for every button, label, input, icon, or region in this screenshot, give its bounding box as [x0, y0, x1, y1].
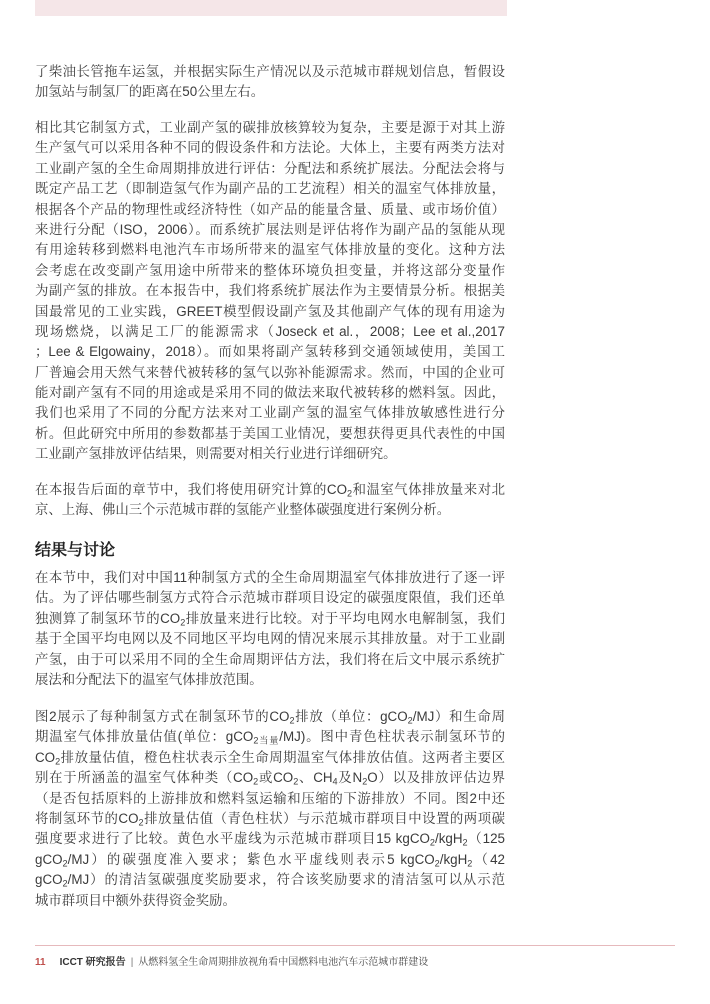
text-segment: /MJ）的清洁氢碳强度奖励要求，符合该奖励要求的清洁氢可以从示范	[67, 872, 505, 888]
paragraph-line: 相比其它制氢方式，工业副产氢的碳排放核算较为复杂，主要是源于对其上游	[35, 120, 505, 135]
text-segment: （42	[472, 851, 505, 867]
paragraph-byproduct-methods	[35, 118, 505, 465]
paragraph-line	[35, 809, 505, 829]
paragraph-line: ；Lee & Elgowainy，2018）。而如果将副产氢转移到交通领域使用，美国工	[35, 344, 505, 360]
text-segment: 强度要求进行了比较。黄色水平虚线为示范城市群项目15 kgCO	[35, 831, 430, 847]
paragraph-line: 加氢站与制氢厂的距离在50公里左右。	[35, 84, 265, 100]
paragraph-line: 工业副产氢的全生命周期排放进行评估：分配法和系统扩展法。分配法会将与	[35, 160, 505, 176]
paragraph-line: 既定产品工艺（即制造氢气作为副产品的工艺流程）相关的温室气体排放量，	[35, 181, 505, 197]
paragraph-line: 根据各个产品的物理性或经济特性（如产品的能量含量、质量、或市场价值）	[35, 201, 505, 217]
subscript: 2	[55, 756, 61, 767]
paragraph-line	[35, 829, 505, 849]
text-segment: 排放量估值，橙色柱状表示全生命周期温室气体排放估值。这两者主要区	[60, 749, 505, 765]
text-segment: 排放（单位：gCO	[294, 709, 408, 724]
paragraph-line	[35, 609, 505, 629]
paragraph-line: 为副产氢的排放。在本报告中，我们将系统扩展法作为主要情景分析。根据美	[35, 283, 505, 299]
paragraph-transport-assumption	[35, 62, 505, 103]
subscript: 4	[332, 776, 338, 787]
paragraph-line: 来进行分配（ISO，2006）。而系统扩展法则是评估将作为副产品的氢能从现	[35, 221, 505, 237]
subscript: 2	[362, 776, 368, 787]
text-segment: 及N	[337, 770, 363, 786]
paragraph-line	[35, 707, 505, 727]
text-segment: 排放量来进行比较。对于平均电网水电解制氢，我们	[185, 610, 505, 626]
top-shaded-box	[35, 0, 507, 16]
text-segment: /MJ）的碳强度准入要求；紫色水平虚线则表示5 kgCO	[67, 851, 435, 867]
paragraph-line: 京、上海、佛山三个示范城市群的氢能产业整体碳强度进行案例分析。	[35, 502, 451, 518]
paragraph-line	[35, 480, 505, 500]
paragraph-line: 产氢，由于可以采用不同的全生命周期评估方法，我们将在后文中展示系统扩	[35, 651, 505, 667]
paragraph-line	[35, 748, 505, 768]
paragraph-line: 我们也采用了不同的分配方法来对工业副产氢的温室气体排放敏感性进行分	[35, 405, 505, 421]
paragraph-line: 估。为了评估哪些制氢方式符合示范城市群项目设定的碳强度限值，我们还单	[35, 590, 505, 606]
paragraph-line	[35, 768, 505, 788]
subscript: 2	[180, 617, 186, 628]
text-segment: 、CH	[298, 770, 333, 786]
text-segment: O）以及排放评估边界	[367, 770, 506, 786]
page-footer	[35, 956, 428, 970]
paragraph-line: 能对副产氢有不同的用途或是采用不同的做法来取代被转移的燃料氢。因此，	[35, 385, 505, 401]
paragraph-line: 基于全国平均电网以及不同地区平均电网的情况来展示其排放量。对于工业副	[35, 631, 505, 647]
paragraph-case-analysis	[35, 480, 505, 521]
subscript: 2	[347, 488, 353, 499]
paragraph-line: 现场燃烧，以满足工厂的能源需求（Joseck et al.，2008；Lee et al.,2017	[35, 323, 505, 339]
text-segment: 将制氢环节的CO	[35, 810, 139, 826]
text-segment: /MJ）和生命周	[412, 709, 505, 724]
footer-separator: |	[130, 957, 134, 968]
paragraph-line	[35, 727, 505, 747]
subscript: 2当量	[253, 735, 280, 746]
subscript: 2	[429, 837, 435, 848]
text-segment: 在本报告后面的章节中，我们将使用研究计算的CO	[35, 482, 348, 497]
subscript: 2	[62, 878, 68, 889]
subscript: 2	[62, 858, 68, 869]
subscript: 2	[462, 837, 468, 848]
paragraph-line	[35, 850, 505, 870]
paragraph-line: 有用途转移到燃料电池汽车市场所带来的温室气体排放量的变化。这种方法	[35, 242, 505, 258]
text-segment: /MJ)。图中青色柱状表示制氢环节的	[279, 729, 505, 745]
paragraph-line: 厂普遍会用天然气来替代被转移的氢气以弥补能源需求。然而，中国的企业可	[35, 364, 505, 380]
paragraph-line: 城市群项目中额外获得资金奖励。	[35, 892, 236, 908]
paragraph-line: 工业副产氢排放评估结果，则需要对相关行业进行详细研究。	[35, 446, 397, 462]
subscript: 2	[407, 715, 413, 726]
subscript: 2	[253, 776, 259, 787]
text-segment: gCO	[35, 872, 63, 888]
text-segment: /kgH	[434, 831, 463, 847]
paragraph-line: 析。但此研究中所用的参数都基于美国工业情况，要想获得更具代表性的中国	[35, 425, 505, 441]
text-segment: gCO	[35, 851, 63, 867]
text-segment: /kgH	[439, 851, 468, 867]
subscript: 2	[289, 715, 295, 726]
text-segment: （125	[467, 831, 505, 847]
subscript: 2	[467, 858, 473, 869]
subscript: 2	[434, 858, 440, 869]
paragraph-line: 在本节中，我们对中国11种制氢方式的全生命周期温室气体排放进行了逐一评	[35, 570, 505, 585]
text-segment: 图2展示了每种制氢方式在制氢环节的CO	[35, 709, 290, 724]
text-segment: 和温室气体排放量来对北	[352, 482, 506, 497]
paragraph-line: 会考虑在改变副产氢用途中所带来的整体环境负担变量，并将这部分变量作	[35, 262, 505, 278]
paragraph-figure2-description	[35, 707, 505, 911]
text-segment: 独测算了制氢环节的CO	[35, 610, 181, 626]
paragraph-line	[35, 870, 505, 890]
text-segment: 排放量估值（青色柱状）与示范城市群项目中设置的两项碳	[143, 810, 505, 826]
paragraph-line: 生产氢气可以采用各种不同的假设条件和方法论。大体上，主要有两类方法对	[35, 140, 505, 156]
paragraph-line: （是否包括原料的上游排放和燃料氢运输和压缩的下游排放）不同。图2中还	[35, 790, 505, 806]
text-segment: 期温室气体排放量估值(单位：gCO	[35, 729, 254, 745]
report-title: 从燃料氢全生命周期排放视角看中国燃料电池汽车示范城市群建设	[138, 957, 429, 968]
text-segment: CO	[35, 749, 56, 765]
paragraph-line: 展法和分配法下的温室气体排放范围。	[35, 671, 263, 687]
paragraph-line: 国最常见的工业实践，GREET模型假设副产氢及其他副产气体的现有用途为	[35, 303, 505, 319]
text-segment: 或CO	[258, 770, 294, 786]
paragraph-section-intro	[35, 568, 505, 690]
section-heading: 结果与讨论	[35, 542, 116, 559]
page-number: 11	[35, 957, 46, 968]
paragraph-line: 了柴油长管拖车运氢，并根据实际生产情况以及示范城市群规划信息，暂假设	[35, 64, 505, 79]
footer-divider	[35, 945, 675, 946]
subscript: 2	[293, 776, 299, 787]
publisher-label: ICCT 研究报告	[59, 957, 126, 968]
text-segment: 别在于所涵盖的温室气体种类（CO	[35, 770, 254, 786]
subscript: 2	[138, 817, 144, 828]
